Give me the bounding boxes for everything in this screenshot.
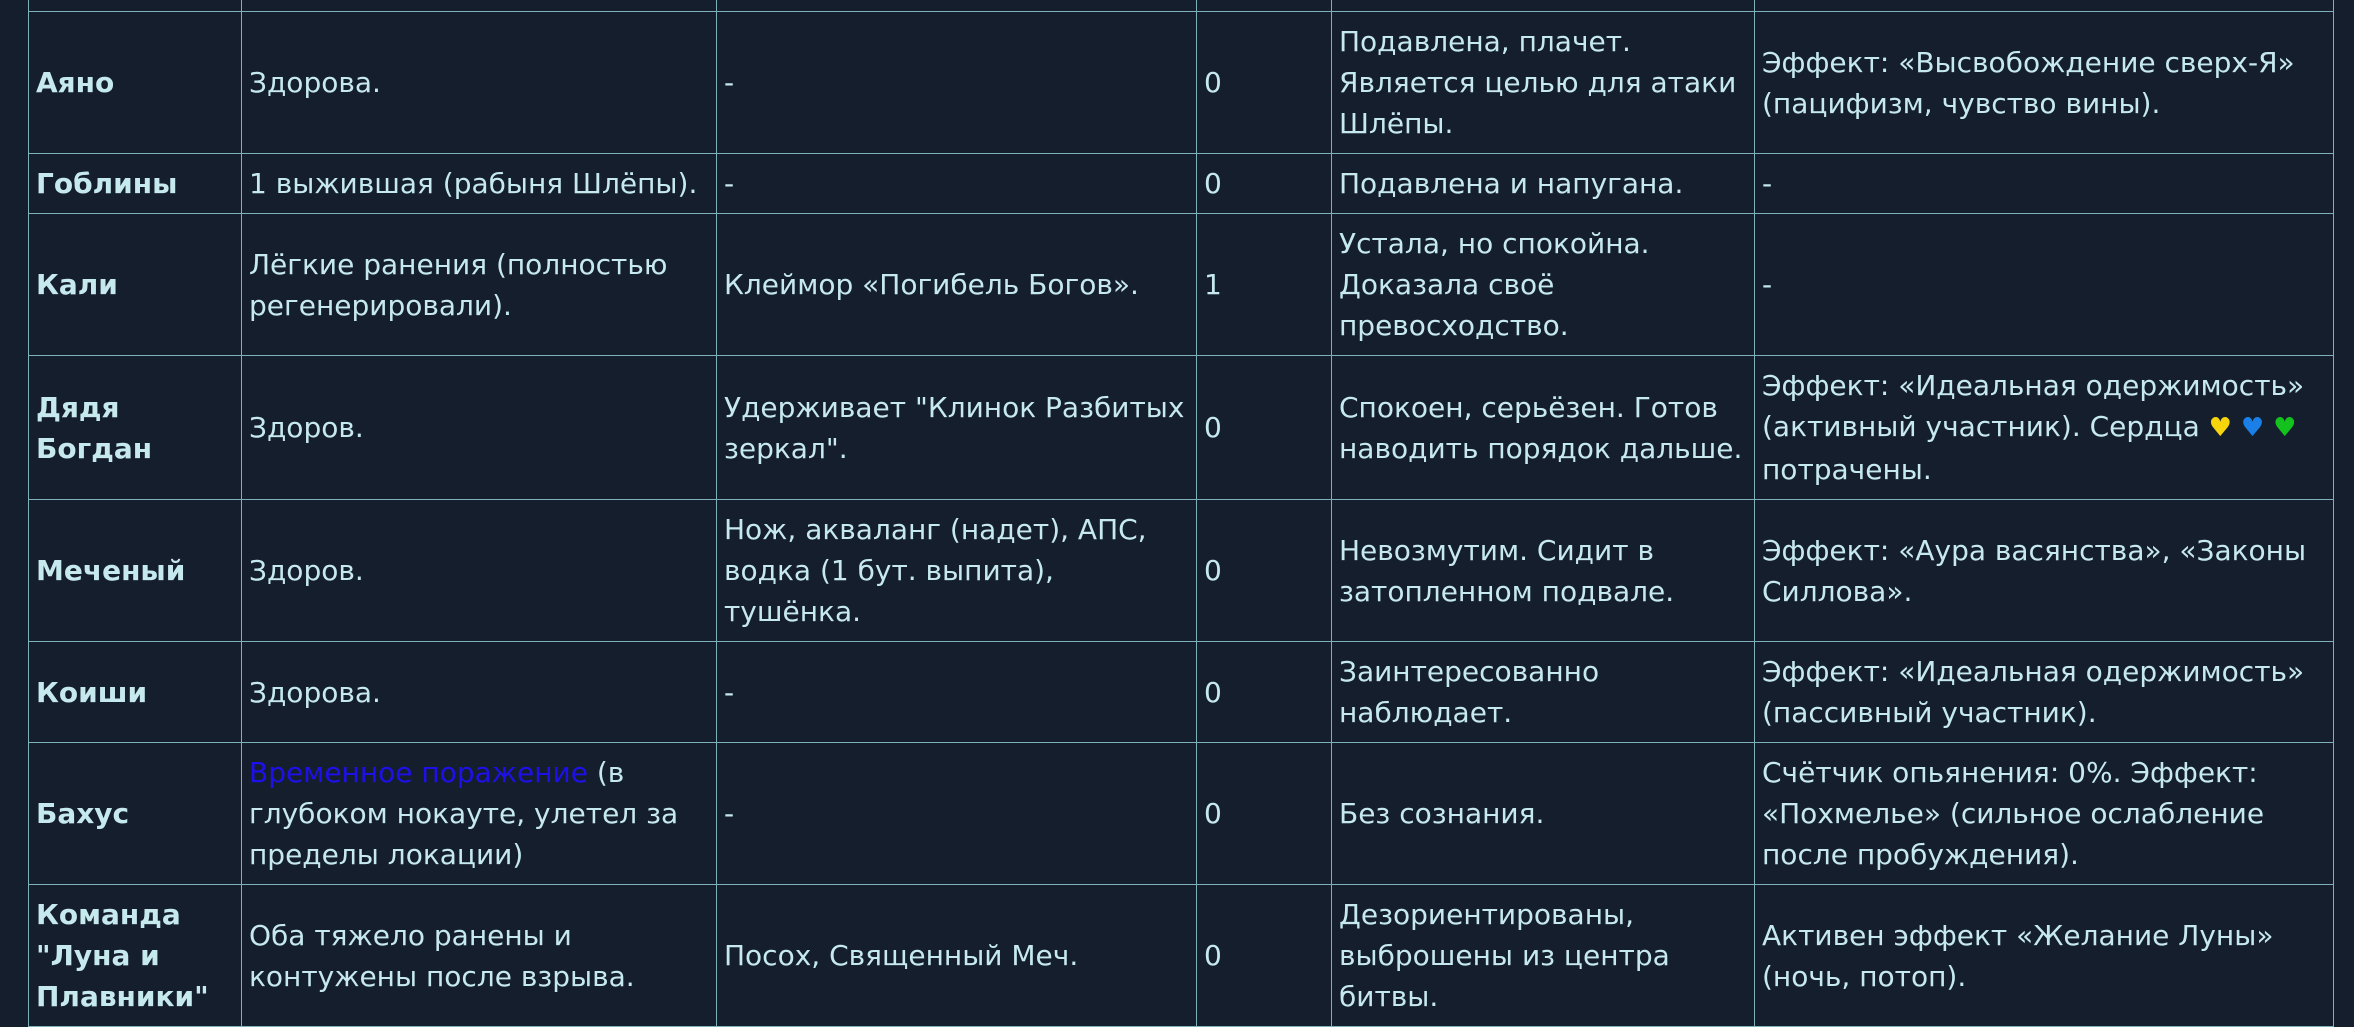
count-cell: 0 (1197, 500, 1332, 642)
items-cell: Клеймор «Погибель Богов». (717, 214, 1197, 356)
health-cell: Здоров. (242, 500, 717, 642)
table-row (29, 214, 2334, 356)
character-name: Коиши (29, 642, 242, 743)
health-cell: Здорова. (242, 12, 717, 154)
effects-cell: - (1755, 154, 2334, 214)
items-cell: - (717, 154, 1197, 214)
character-name: Команда "Луна и Плавники" (29, 885, 242, 1027)
count-cell: 0 (1197, 12, 1332, 154)
effects-cell: Эффект: «Высвобождение сверх-Я» (пацифизм, чувство вины). (1755, 12, 2334, 154)
effects-cell (1755, 356, 2334, 500)
count-cell: 0 (1197, 642, 1332, 743)
character-name: Аяно (29, 12, 242, 154)
health-cell (242, 743, 717, 885)
character-status-table (28, 0, 2334, 1027)
items-cell: Удерживает "Клинок Разбитых зеркал". (717, 356, 1197, 500)
items-cell: Посох, Священный Меч. (717, 885, 1197, 1027)
table-row (29, 642, 2334, 743)
count-cell: 1 (1197, 214, 1332, 356)
effects-text-suffix: потрачены. (1762, 453, 1932, 486)
table-row-partial (29, 0, 2334, 12)
health-cell: 1 выжившая (рабыня Шлёпы). (242, 154, 717, 214)
yellow-heart-icon: ♥ (2208, 413, 2232, 443)
count-cell: 0 (1197, 743, 1332, 885)
table-row (29, 356, 2334, 500)
items-cell: Нож, акваланг (надет), АПС, водка (1 бут. выпита), тушёнка. (717, 500, 1197, 642)
items-cell: - (717, 642, 1197, 743)
character-name: Дядя Богдан (29, 356, 242, 500)
health-cell: Лёгкие ранения (полностью регенерировали). (242, 214, 717, 356)
count-cell: 0 (1197, 154, 1332, 214)
table-row (29, 743, 2334, 885)
effects-cell: Эффект: «Аура васянства», «Законы Силлова». (1755, 500, 2334, 642)
character-name: Кали (29, 214, 242, 356)
table-row (29, 885, 2334, 1027)
count-cell: 0 (1197, 885, 1332, 1027)
items-cell: - (717, 12, 1197, 154)
state-cell: Спокоен, серьёзен. Готов наводить порядок дальше. (1332, 356, 1755, 500)
table-row (29, 154, 2334, 214)
health-cell: Здоров. (242, 356, 717, 500)
state-cell: Подавлена, плачет. Является целью для атаки Шлёпы. (1332, 12, 1755, 154)
effects-cell: Эффект: «Идеальная одержимость» (пассивный участник). (1755, 642, 2334, 743)
health-detail: (в глубоком нокауте, улетел за пределы локации) (249, 756, 679, 871)
health-cell: Оба тяжело ранены и контужены после взрыва. (242, 885, 717, 1027)
effects-cell: Счётчик опьянения: 0%. Эффект: «Похмелье» (сильное ослабление после пробуждения). (1755, 743, 2334, 885)
state-cell: Невозмутим. Сидит в затопленном подвале. (1332, 500, 1755, 642)
character-name: Меченый (29, 500, 242, 642)
health-cell: Здорова. (242, 642, 717, 743)
effects-text: Эффект: «Идеальная одержимость» (активный участник). Сердца (1762, 369, 2305, 443)
count-cell: 0 (1197, 356, 1332, 500)
table-row (29, 12, 2334, 154)
state-cell: Дезориентированы, выброшены из центра битвы. (1332, 885, 1755, 1027)
state-cell: Заинтересованно наблюдает. (1332, 642, 1755, 743)
character-name: Гоблины (29, 154, 242, 214)
effects-cell: - (1755, 214, 2334, 356)
effects-cell: Активен эффект «Желание Луны» (ночь, потоп). (1755, 885, 2334, 1027)
temporary-defeat-link[interactable]: Временное поражение (249, 756, 588, 789)
table-row (29, 500, 2334, 642)
blue-heart-icon: ♥ (2240, 413, 2265, 443)
green-heart-icon: ♥ (2273, 413, 2297, 443)
character-name: Бахус (29, 743, 242, 885)
state-cell: Устала, но спокойна. Доказала своё превосходство. (1332, 214, 1755, 356)
state-cell: Без сознания. (1332, 743, 1755, 885)
items-cell: - (717, 743, 1197, 885)
state-cell: Подавлена и напугана. (1332, 154, 1755, 214)
